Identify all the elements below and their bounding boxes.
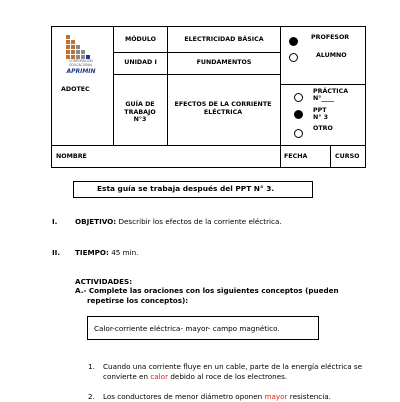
item-1-line2 — [103, 372, 287, 382]
item-2-number: 2. — [88, 392, 95, 401]
logo-square — [66, 50, 70, 54]
item-1-answer: calor — [150, 372, 169, 381]
item-2-line1 — [103, 392, 331, 402]
aprimin-logo-icon — [64, 34, 94, 60]
profesor-radio[interactable] — [289, 37, 298, 46]
unidad-label: UNIDAD I — [124, 59, 157, 66]
profesor-label: PROFESOR — [311, 34, 350, 41]
modulo-label: MÓDULO — [124, 36, 157, 43]
fecha-label: FECHA — [284, 153, 308, 160]
logo-brand: APRIMIN — [66, 68, 96, 75]
item-2-post: resistencia. — [287, 392, 331, 401]
logo-square — [81, 50, 85, 54]
logo-square — [76, 45, 80, 49]
item-2-answer: mayor — [264, 392, 288, 401]
guia-label: GUÍA DE TRABAJO N°3 — [124, 101, 156, 123]
objetivo-label: OBJETIVO: — [75, 217, 117, 226]
logo-square — [66, 45, 70, 49]
org-name: ADOTEC — [61, 86, 90, 93]
actividades-title: ACTIVIDADES: — [75, 277, 133, 286]
word-bank-text: Calor-corriente eléctrica- mayor- campo magnético. — [94, 324, 280, 333]
item-1-pre: convierte en — [103, 372, 151, 381]
practica-radio[interactable] — [294, 93, 303, 102]
practica-label: PRÁCTICA — [313, 88, 349, 95]
table-border-right — [365, 26, 366, 168]
divider — [113, 74, 280, 75]
item-1-post: debido al roce de los electrones. — [168, 372, 288, 381]
tiempo-text: 45 min. — [111, 248, 139, 257]
divider — [330, 145, 331, 168]
logo-square — [66, 40, 70, 44]
otro-label: OTRO — [313, 125, 333, 132]
tiempo-line — [75, 248, 138, 258]
table-border-bottom — [51, 167, 366, 168]
objetivo-line — [75, 217, 282, 227]
divider — [280, 84, 366, 85]
curso-label: CURSO — [335, 153, 360, 160]
otro-radio[interactable] — [294, 129, 303, 138]
item-2-pre: Los conductores de menor diámetro oponen — [103, 392, 265, 401]
instruction-line-b: repetirse los conceptos): — [87, 296, 189, 305]
table-border-top — [51, 26, 366, 27]
logo-square — [71, 50, 75, 54]
ppt-radio[interactable] — [294, 110, 303, 119]
word-bank-box — [87, 316, 319, 340]
logo-square — [71, 40, 75, 44]
item-1-line1: Cuando una corriente fluye en un cable, parte de la energía eléctrica se — [103, 362, 363, 371]
divider — [167, 26, 168, 145]
tiempo-label: TIEMPO: — [75, 248, 109, 257]
practica-number: N°____ — [313, 95, 335, 102]
objetivo-number: I. — [52, 217, 58, 226]
divider — [51, 145, 366, 146]
divider — [113, 26, 114, 145]
modulo-value: ELECTRICIDAD BÁSICA — [184, 36, 264, 43]
notice-box — [73, 181, 313, 198]
logo-line1: CORPORACIÓN — [69, 59, 93, 63]
guia-title: EFECTOS DE LA CORRIENTE ELÉCTRICA — [174, 101, 272, 116]
alumno-label: ALUMNO — [316, 52, 347, 59]
instruction-line-a: A.- Complete las oraciones con los siguientes conceptos (pueden — [75, 286, 339, 295]
logo-text — [58, 60, 104, 68]
unidad-value: FUNDAMENTOS — [196, 59, 252, 66]
tiempo-number: II. — [52, 248, 61, 257]
logo-square — [71, 45, 75, 49]
alumno-radio[interactable] — [289, 53, 298, 62]
divider — [113, 52, 280, 53]
logo-square — [66, 35, 70, 39]
logo-square — [76, 50, 80, 54]
divider — [280, 26, 281, 168]
ppt-label: PPT — [313, 107, 327, 114]
notice-text: Esta guía se trabaja después del PPT N° 3. — [97, 184, 275, 193]
ppt-number: N° 3 — [313, 114, 328, 121]
nombre-label: NOMBRE — [56, 153, 87, 160]
table-border-left — [51, 26, 52, 168]
item-1-number: 1. — [88, 362, 95, 371]
logo-line2: EDUCACIONAL — [69, 62, 93, 67]
objetivo-text: Describir los efectos de la corriente eléctrica. — [118, 217, 282, 226]
